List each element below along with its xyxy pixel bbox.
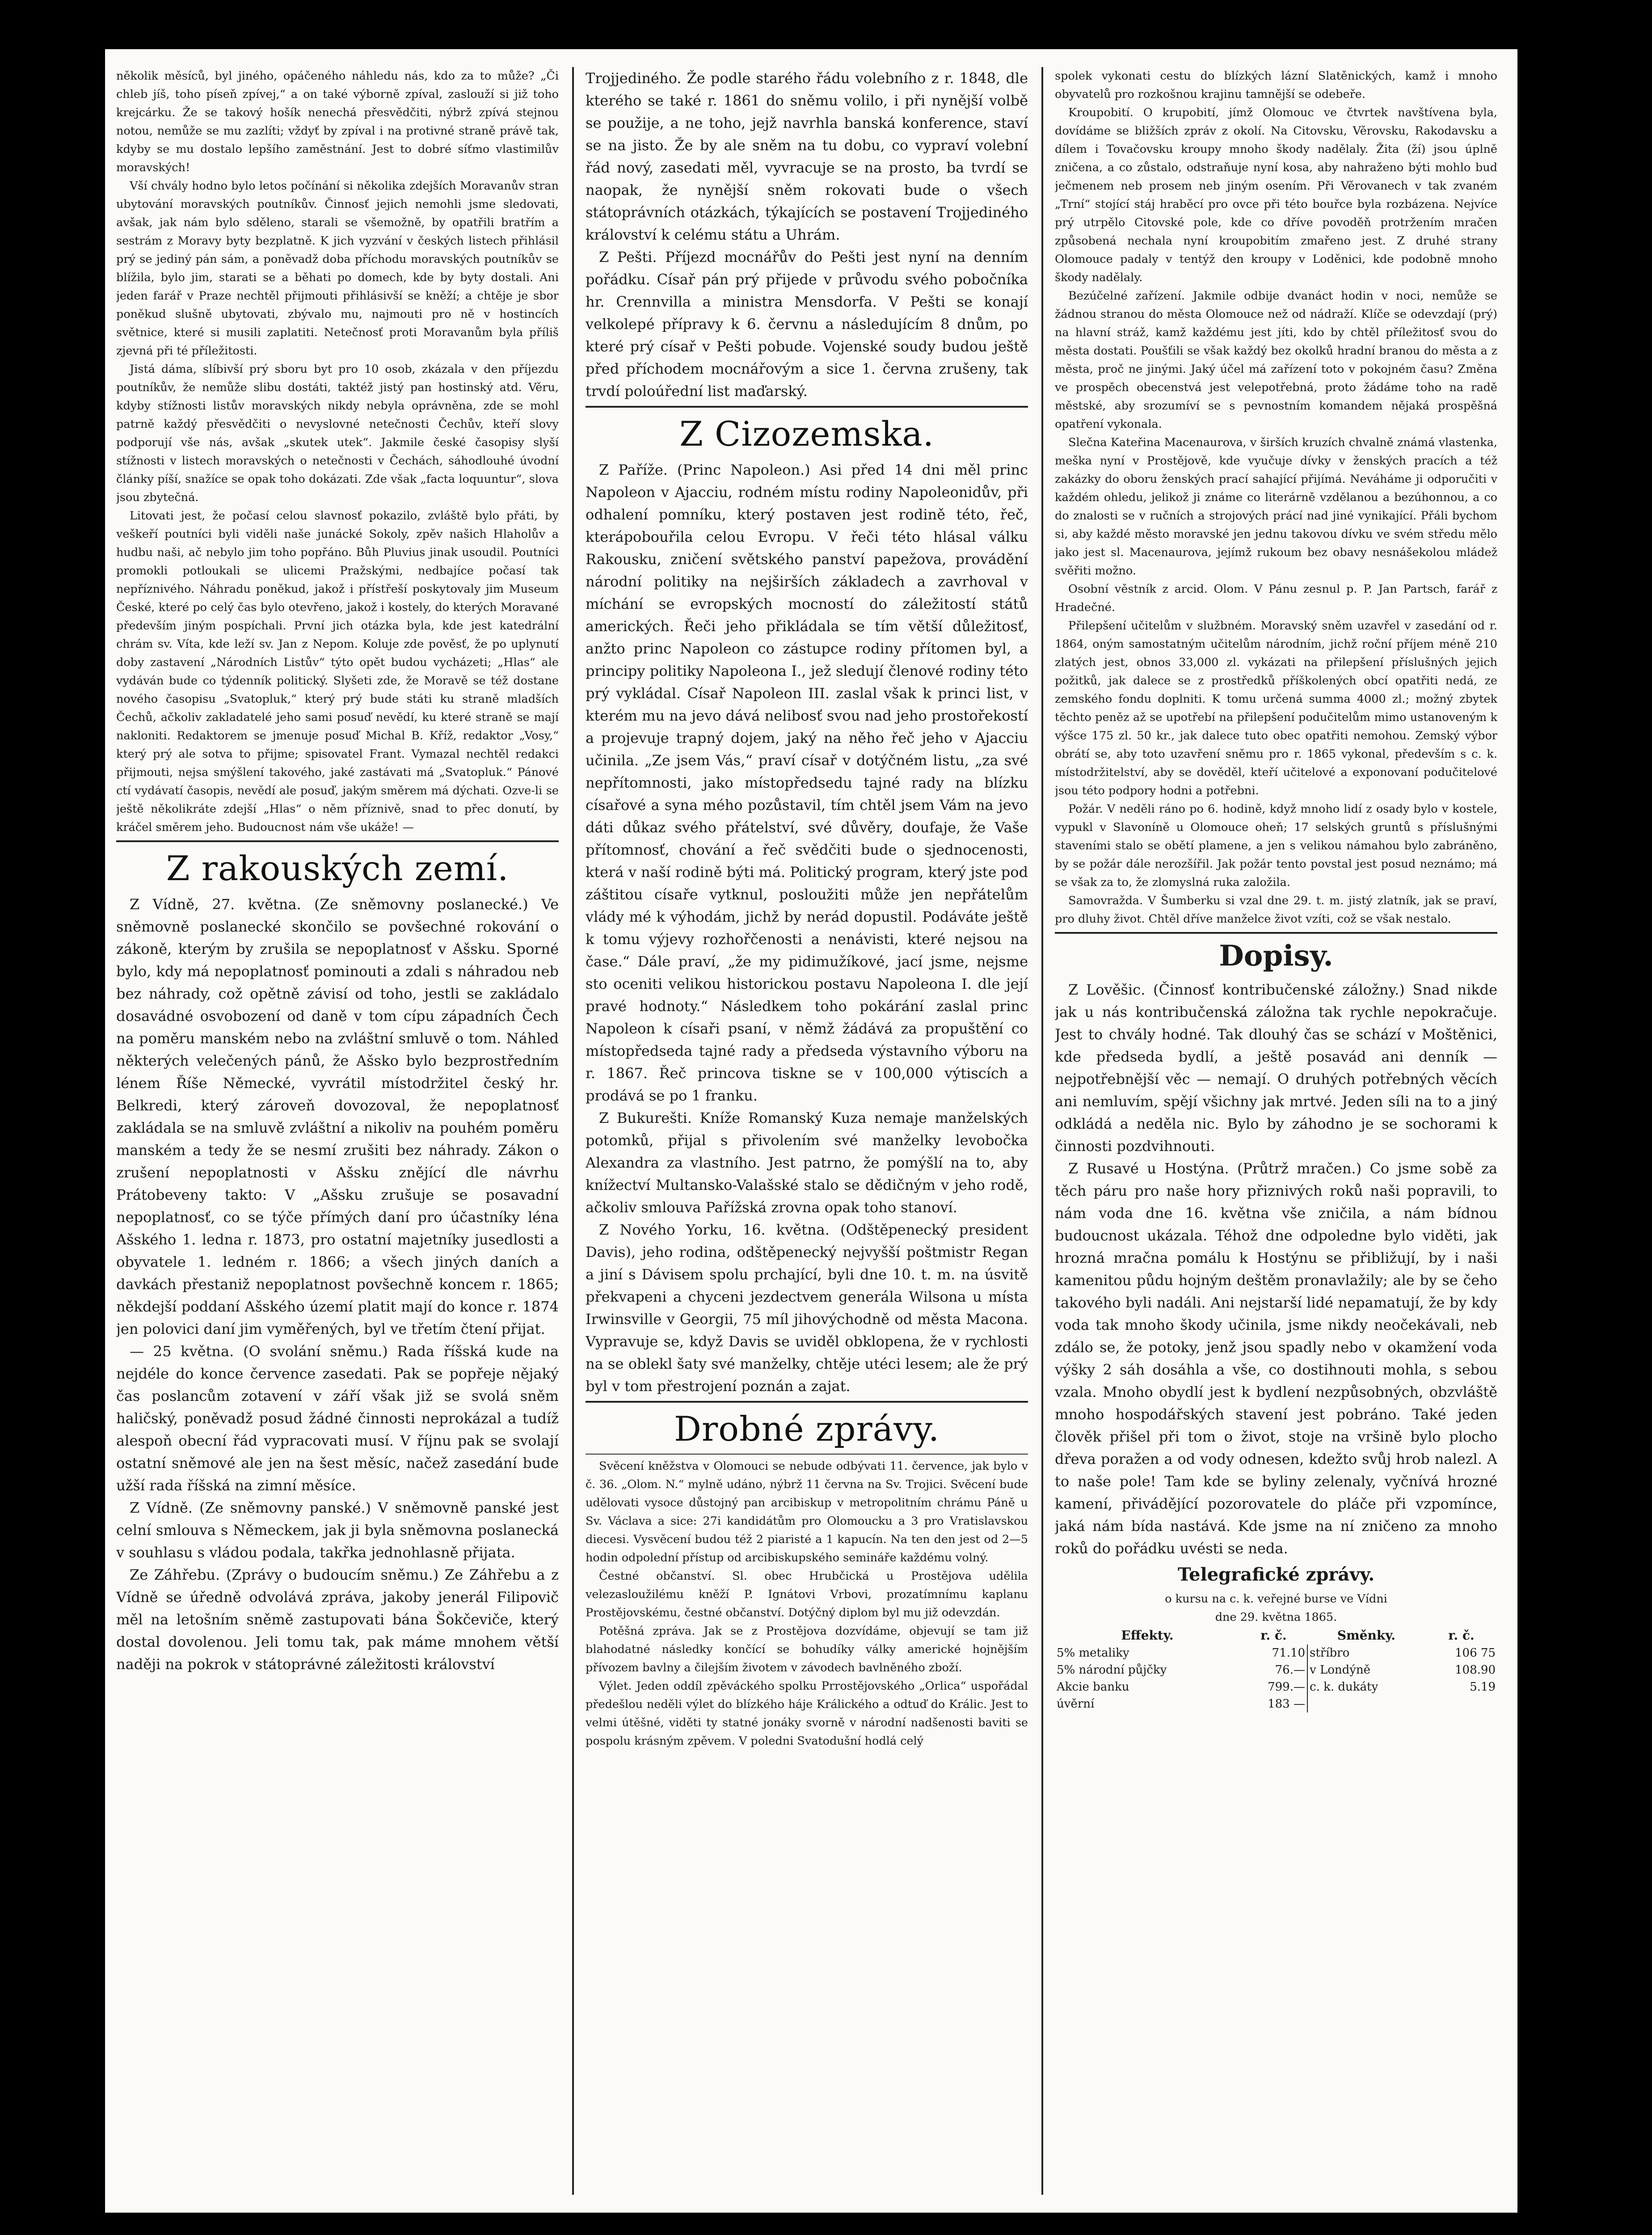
news-item: Požár. V neděli ráno po 6. hodině, když mnoho lidí z osady bylo v kostele, vypukl v Slavoníně u Olomouce oheň; 17 selských gruntů s příslušnými staveními stalo se obětí plamene, a jen s velikou námahou bylo zabráněno, by se požár dále nerozšířil. Jak požár tento povstal jest posud neznámo; má se však za to, že zlomyslná ruka založila. bbox=[1055, 802, 1497, 889]
news-item: Výlet. Jeden oddíl zpěváckého spolku Prrostějovského „Orlica“ uspořádal předešlou neděli výlet do blízkého háje Králického a odtuď do Králic. Jest to velmi útěšné, viděti ty statné jonáky svorně v národní nadšenosti baviti se pospolu krásným zpěvem. V poledni Svatodušní hodlá celý bbox=[586, 1679, 1028, 1748]
section-heading: Dopisy. bbox=[1219, 939, 1333, 973]
table-cell: 799.— bbox=[1240, 1678, 1307, 1695]
telegraph-heading: Telegrafické zprávy. bbox=[1177, 1564, 1375, 1585]
section-heading: Z rakouských zemí. bbox=[166, 848, 509, 888]
table-row bbox=[1055, 1678, 1497, 1695]
article-paragraph: Ze Záhřebu. (Zprávy o budoucím sněmu.) Ze Záhřebu a z Vídně se úředně odvolává zpráva, jakoby jenerál Filipovič měl na letošním sněmě zastupovati bána Šokčeviče, který dostal dovolenou. Jeli tomu tak, pak máme mnohem větší naději na pokrok v státoprávné záležitosti království bbox=[116, 1566, 559, 1673]
table-row bbox=[1055, 1627, 1497, 1645]
column-2 bbox=[586, 67, 1028, 2195]
telegraph-subtitle: o kursu na c. k. veřejné burse ve Vídni bbox=[1165, 1592, 1387, 1606]
news-item: Kroupobití. O krupobití, jímž Olomouc ve čtvrtek navštívena byla, dovídáme se bližších zpráv z okolí. Na Citovsku, Věrovsku, Rakodavsku a dílem i Tovačovsku kroupy mnoho škody nadělaly. Žita (ží) jsou úplně zničena, a co zůstalo, odstraňuje nyní kosa, aby nahraženo býti mohlo buď ječmenem neb prosem neb jiným osením. Při Věrovanech v tak zvaném „Trní“ stojící stáj hraběcí pro ovce při této bouřce byla rozbázena. Nejvíce prý utrpělo Citovské pole, kde co dříve povoděň protržením mračen způsobená nechala nyní kroupobitím zmařeno jest. Z druhé strany Olomouce padaly v tentýž den kroupy v Loděnici, kde podobně mnoho škody nadělaly. bbox=[1055, 106, 1497, 284]
section-heading: Z Cizozemska. bbox=[679, 414, 934, 454]
column-1 bbox=[116, 67, 559, 2195]
news-item: Čestné občanství. Sl. obec Hrubčická u Prostějova udělila velezasloužilému kněží P. Ignátovi Vrbovi, prozatímnímu kaplanu Prostějovskému, čestné občanství. Dotýčný diplom byl mu již odevzdán. bbox=[586, 1569, 1028, 1619]
article-paragraph: Z Paříže. (Princ Napoleon.) Asi před 14 dni měl princ Napoleon v Ajacciu, rodném místu rodiny Napoleonidův, při odhalení pomníku, který postaven jest rodině této, řeč, kterápobouřila celou Evropu. V řeči této hlásal válku Rakousku, zničení světského panství papežova, provádění národní politiky na nejširších základech a zavrhoval v míchání se evropských mocností do záležitostí států amerických. Řeči jeho přikládala se tím větší důležitosť, anžto princ Napoleon co zástupce rodiny přítomen byl, a principy politiky Napoleona I., jež sledují členové rodiny této prý vykládal. Císař Napoleon III. zaslal však k princi list, v kterém mu na jevo dává nelibosť svou nad jeho prostořekostí a projevuje trapný dojem, jaký na něho řeč jeho v Ajacciu učinila. „Ze jsem Vás,“ praví císař v dotýčném listu, „za své nepřítomnosti, jako místopředsedu tajné rady na blízku císařové a syna mého pozůstavil, tím chtěl jsem Vám na jevo dáti důkaz svého přátelství, své důvěry, doufaje, že Vaše přítomnosť, chování a řeč svědčiti bude o sjednocenosti, která v naší rodině býti má. Politický program, který jste pod záštitou císaře vytknul, posloužiti může jen nepřátelům vlády mé k výhodám, jichž by nerád dopustil. Podáváte ještě k tomu výjevy rozhořčenosti a nenávisti, které nejsou na čase.“ Dále praví, „že my pidimužíkové, jací jsme, nejsme sto oceniti velikou historickou postavu Napoleona I. dle její pravé hodnoty.“ Následkem toho pokárání zaslal princ Napoleon k císaři psaní, v němž žádává za propuštění co místopředseda tajné rady a předseda výstavního výboru na r. 1867. Řeč princova tiskne se v 100,000 výtiscích a prodává se po 1 franku. bbox=[586, 461, 1028, 1104]
article-paragraph: Z Vídně, 27. května. (Ze sněmovny poslanecké.) Ve sněmovně poslanecké skončilo se povšechné rokování o zákoně, kterým by zrušila se nepoplatnosť v Ašsku. Sporné bylo, kdy má nepoplatnosť pominouti a zdali s náhradou neb bez náhrady, což opětně závisí od toho, jestli se zakládalo dosavádné osvobození od daně v tom cípu západních Čech na poměru manském nebo na zvláštní smluvě o tom. Náhled některých velečených pánů, že Ašsko bylo bezprostředním lénem Říše Německé, vyvrátil místodržitel český hr. Belkredi, který zároveň dovozoval, že nepoplatnosť zakládala se na smluvě zvláštní a nikoliv na pouhém poměru manském a tedy že se nesmí zrušiti bez náhrady. Zákon o zrušení nepoplatnosti v Ašsku znějící dle návrhu Prátobeveny takto: V „Ašsku zrušuje se posavadní nepoplatnosť, co se týče přímých daní pro účastníky léna Ašského 1. ledna r. 1873, pro ostatní majetníky jusedlosti a obyvatele 1. ledném r. 1866; a všech jiných daních a davkách přestaniž nepoplatnost povšechně koncem r. 1865; někdejší poddaní Ašského území platit mají do konce r. 1874 jen polovici daní jim vyměřených, byl ve třetím čtení přijat. bbox=[116, 896, 559, 1337]
article-paragraph: Vší chvály hodno bylo letos počínání si několika zdejších Moravanův stran ubytování moravských poutníkův. Činnosť jejich nemohli jsme sledovati, avšak, jak nám bylo sděleno, starali se všemožně, by opatřili bratřím a sestrám z Moravy byty bezplatně. K jich vyzvání v českých listech přihlásil prý se jediný pán sám, a poněvadž doba příchodu moravských poutníkův se blížila, bylo jim, starati se a běhati po domech, kde by byty dostali. Ani jeden farář v Praze nechtěl přijmouti přihlásivší se kněží; a chtěje je sbor poněkud slušně ubytovati, zbývalo mu, najmouti pro ně v hostincích světnice, které si musili zaplatiti. Netečnosť proti Moravanům byla příliš zjevná při té příležitosti. bbox=[116, 179, 559, 358]
table-row bbox=[1055, 1661, 1497, 1678]
section-rule bbox=[586, 1454, 1028, 1455]
table-cell bbox=[1307, 1695, 1425, 1712]
news-item: spolek vykonati cestu do blízkých lázní Slatěnických, kamž i mnoho obyvatelů pro rozkošnou krajinu tamnější se odebeře. bbox=[1055, 69, 1497, 101]
article-paragraph: Trojjediného. Že podle starého řádu volebního z r. 1848, dle kterého se také r. 1861 do sněmu volilo, i při nynější volbě se použije, a ne toho, jejž navrhla banská konference, staví se na jisto. Že by ale sněm na tu dobu, co vypraví volební řád nový, zasedati měl, vyvracuje se na prosto, ba tvrdí se naopak, že nynější sněm rokovati bude o všech státoprávních otázkách, týkajících se postavení Trojjediného království k celému státu a Uhrám. bbox=[586, 70, 1028, 243]
article-paragraph: Z Vídně. (Ze sněmovny panské.) V sněmovně panské jest celní smlouva s Německem, jak ji byla sněmovna poslanecká v souhlasu s vládou podala, takřka jednohlasně přijata. bbox=[116, 1499, 559, 1561]
article-paragraph: Jistá dáma, slíbivší prý sboru byt pro 10 osob, zkázala v den příjezdu poutníkův, že nemůže slibu dostáti, taktéž jistý pan hostinský atd. Věru, kdyby stížnosti listův moravských nikdy nebyla oprávněna, zde se mohl patrně každý přesvědčiti o nevyslovné netečnosti Čechův, kteří slovy podporují vše nás, avšak „skutek utek“. Jakmile české časopisy slyší stížnosti v listech moravských o netečnosti v Čechách, sáhodlouhé úvodní články píší, snažíce se opak toho dokázati. Zde však „facta loquuntur“, slova jsou zbytečná. bbox=[116, 363, 559, 504]
table-cell: Akcie banku bbox=[1057, 1680, 1129, 1694]
article-paragraph: několik měsíců, byl jiného, opáčeného náhledu nás, kdo za to může? „Či chleb jíš, toho píseň zpívej,“ a on také výborně zpíval, zaslouží si již toho krejcárku. Že se takový hošík nenechá přesvědčiti, nýbrž zpívá stejnou notou, nemůže se mu zazlíti; vždyť by zpíval i na protivné straně právě tak, kdyby se mu dostalo lepšího zaměstnání. Jest to dobré síťmo vlastimilův moravských! bbox=[116, 69, 559, 174]
table-cell: c. k. dukáty bbox=[1309, 1680, 1378, 1694]
column-3 bbox=[1055, 67, 1497, 2195]
news-item: Přilepšení učitelům v službném. Moravský sněm uzavřel v zasedání od r. 1864, oným samostatným učitelům národním, jichž roční příjem méně 210 zlatých jest, obnos 33,000 zl. vykázati na přilepšení příslušných jejich požitků, jak dalece se z prostředků příškolených obcí opatřiti nedá, ze zemského fondu doplniti. K tomu určená summa 4000 zl.; možný zbytek těchto peněz až se upotřebí na přilepšení podučitelům mimo ustanoveným k výšce 175 zl. 50 kr., jak dalece tuto obec opatřiti nemohou. Zemský výbor obrátí se, aby toto uzavření sněmu pro r. 1865 vykonal, především s c. k. místodržitelství, aby se dověděl, kteří učitelové a exponovaní podučitelové jsou této podpory hodni a potřebni. bbox=[1055, 619, 1497, 797]
column-rule-2 bbox=[1041, 67, 1043, 2195]
table-cell: 5% metaliky bbox=[1057, 1646, 1129, 1660]
table-cell: 108.90 bbox=[1455, 1663, 1496, 1677]
table-header: Směnky. bbox=[1337, 1628, 1396, 1643]
section-heading: Drobné zprávy. bbox=[674, 1409, 940, 1449]
table-row bbox=[1055, 1645, 1497, 1661]
table-cell: 5% národní půjčky bbox=[1057, 1663, 1167, 1677]
section-rule bbox=[586, 1401, 1028, 1403]
section-rule bbox=[1055, 932, 1497, 934]
news-item: Slečna Kateřina Macenaurova, v širších kruzích chvalně známá vlastenka, meška nyní v Prostějově, kde vyučuje dívky v ženských pracích a též zakázky do oboru ženských prací sahající přijímá. Neváháme ji odporučiti v každém ohledu, jelikož ji známe co literárně vzdělanou a bezúhonnou, a co do znalosti se v ručních a strojových prácí nad jiné vynikající. Přáli bychom si, aby každé město moravské jen jednu takovou dívku ve svém středu mělo jako jest sl. Macenaurova, jejímž rukoum bez obavy nesnášekolou mládež svěřiti možno. bbox=[1055, 436, 1497, 578]
news-item: Potěšná zpráva. Jak se z Prostějova dozvídáme, objevují se tam již blahodatné následky končící se bohudíky války americké hojnějším přívozem bavlny a čilejším životem v závodech bavlněného zboží. bbox=[586, 1624, 1028, 1674]
table-row bbox=[1055, 1695, 1497, 1712]
letter-paragraph: Z Rusavé u Hostýna. (Průtrž mračen.) Co jsme sobě za těch páru pro naše hory přiznivých roků naši popravili, to nám voda dne 16. května vše zničila, a nám bídnou budoucnost ukázala. Téhož dne odpoledne bylo viděti, jak hrozná mračna pomálu k Hostýnu se přibližují, by i naši kamenitou půdu hojným deštěm pronavlažily; ale by se čeho takového byli nadáli. Ani nejstarší lidé nepamatují, že by kdy voda tak mnoho škody učinila, jsme nikdy neočekávali, neb zdálo se, že potoky, jenž jsou spadly nebo v okamžení voda výšky 2 sáh dosáhla a vše, co dostihnouti mohla, s sebou vzala. Mnoho obydlí jest k bydlení nezpůsobných, obzvláště mnoho hospodářských stavení jest pobráno. Také jeden člověk přišel při tom o život, stoje na vršině bylo plocho dřeva poražen a od vody odnesen, kdežto svůj hrob nalezl. A to naše pole! Tam kde se byliny zelenaly, vyčnívá hrozné kamení, přivádějící pozorovatele do pláče při vzpomínce, jaká nám bída nastává. Kde jsme na ní zničeno za mnoho roků do pořádku uvésti se neda. bbox=[1055, 1160, 1497, 1557]
table-cell: úvěrní bbox=[1057, 1697, 1095, 1711]
table-cell bbox=[1425, 1695, 1497, 1712]
exchange-table bbox=[1055, 1627, 1497, 1712]
article-paragraph: — 25 května. (O svolání sněmu.) Rada říšská kude na nejdéle do konce července zasedati. Pak se popřeje nějaký čas poslancům zotavení v září však již se svolá sněm haličský, poněvadž posud žádné činnosti neprokázal a tudíž alespoň obecní řád vypracovati musí. V říjnu pak se svolají ostatní sněmové ale jen na šest měsíc, načež zasedání bude užší rada říšská na zimní měsíce. bbox=[116, 1343, 559, 1494]
table-cell: 106 75 bbox=[1455, 1646, 1496, 1660]
table-cell: 183 — bbox=[1240, 1695, 1307, 1712]
letter-paragraph: Z Lověšic. (Činnosť kontribučenské záložny.) Snad nikde jak u nás kontribučenská záložna tak rychle nepokračuje. Jest to chvály hodné. Tak dlouhý čas se schází v Moštěnici, kde předseda bydlí, a ještě posavád ani denník — nejpotřebnější věc — nemají. O druhých potřebných věcích ani nemluvím, spějí všichny jak mrtvé. Jeden síli na to a jiný odkládá a neděla nic. Bylo by záhodno je se sochorami k činnosti pozdvihnouti. bbox=[1055, 981, 1497, 1155]
news-item: Samovražda. V Šumberku si vzal dne 29. t. m. jistý zlatník, jak se praví, pro dluhy život. Chtěl dříve manželce život vzíti, což se však nestalo. bbox=[1055, 894, 1497, 926]
article-paragraph: Z Bukurešti. Kníže Romanský Kuza nemaje manželských potomků, přijal s přivolením své manželky levobočka Alexandra za vlastního. Jest patrno, že pomýšlí na to, aby knížectví Multansko-Valašské stalo se dědičným v jeho rodě, ačkoliv smlouva Pařížská zrovna opak toho stanoví. bbox=[586, 1109, 1028, 1216]
newspaper-page bbox=[105, 49, 1517, 2213]
article-paragraph: Litovati jest, že počasí celou slavnosť pokazilo, zvláště bylo přáti, by veškeří poutníci byli viděli naše junácké Sokoly, zpěv našich Hlaholův a hudbu naši, ač nebylo jim toho popřáno. Bůh Pluvius jinak usoudil. Poutníci promokli potloukali se ulicemi Pražskými, nedbajíce počasí tak nepříznivého. Náhradu poněkud, jakož i přístřeší poskytovaly jim Museum České, které po celý čas bylo otevřeno, jakož i kostely, do kterých Moravané především jiným pospíchali. První jich otázka byla, kde jest katedrální chrám sv. Víta, kde leží sv. Jan z Nepom. Koluje zde pověsť, že po uplynutí doby zastavení „Národních Listův“ týto opět budou vycházeti; „Hlas“ ale vydáván bude co týdenník politický. Slyšeti zde, že Moravě se též dostane nového časopisu „Svatopluk,“ který prý bude státi ku straně mladších Čechů, ačkoliv zakladatelé jeho sami posuď nevědí, ku které straně se mají nakloniti. Redaktorem se jmenuje posuď Michal B. Kříž, redaktor „Vosy,“ který prý ale sotva to přijme; spisovatel Frant. Vymazal nechtěl redakci přijmouti, nejsa smýšlení takového, jaké zastávati má „Svatopluk.“ Pánové ctí vydávatí časopis, nevědí ale posuď, jakým směrem má dýchati. Ozve-li se ještě několikráte zdejší „Hlas“ o něm příznivě, snad to přec donutí, by kráčel směrem jeho. Budoucnost nám vše ukáže! — bbox=[116, 509, 559, 834]
news-item: Bezúčelné zařízení. Jakmile odbije dvanáct hodin v noci, nemůže se žádnou stranou do města Olomouce než od nádraží. Klíče se odevzdají (prý) na hlavní stráž, kamž každému jest jíti, kdo by chtěl příležitosť svou do města dostati. Poušťili se však každý bez okolků hradní branou do města a z města, proč ne jinými. Jaký účel má zařízení toto v pokojném času? Změna ve prospěch obecenstvá jest velepotřebná, proto žádáme toho na radě městské, aby srozumíví se s pevnostním komandem nějaká prospěšná opatření vykonala. bbox=[1055, 289, 1497, 431]
article-paragraph: Z Pešti. Příjezd mocnářův do Pešti jest nyní na denním pořádku. Císař pán prý přijede v průvodu svého pobočníka hr. Crennvilla a ministra Mensdorfa. V Pešti se konají velkolepé přípravy k 6. červnu a následujícím 8 dnům, po které prý císař v Pešti pobude. Vojenské soudy budou ještě před příchodem mocnářovým a sice 1. června zrušeny, tak trvdí poloúřední list maďarský. bbox=[586, 249, 1028, 400]
table-cell: v Londýně bbox=[1309, 1663, 1371, 1677]
table-cell: 76.— bbox=[1240, 1661, 1307, 1678]
table-cell: 71.10 bbox=[1240, 1645, 1307, 1661]
section-rule bbox=[116, 840, 559, 842]
table-cell: stříbro bbox=[1309, 1646, 1350, 1660]
table-header: r. č. bbox=[1448, 1628, 1475, 1643]
news-item: Osobní věstník z arcid. Olom. V Pánu zesnul p. P. Jan Partsch, farář z Hradečné. bbox=[1055, 582, 1497, 614]
telegraph-date: dne 29. května 1865. bbox=[1215, 1611, 1337, 1624]
table-header: r. č. bbox=[1260, 1628, 1287, 1643]
news-item: Svěcení kněžstva v Olomouci se nebude odbývati 11. července, jak bylo v č. 36. „Olom. N.“ mylně udáno, nýbrž 11 června na Sv. Trojici. Svěcení bude udělovati vysoce důstojný pan arcibiskup v metropolitním chrámu Páně u Sv. Václava a sice: 27i kandidátům pro Olomoucku a 3 pro Vratislavskou diecesi. Vysvěcení budou též 2 piaristé a 1 kapucín. Na ten den jest od 2—5 hodin odpolední přístup od arcibiskupského semináře každému volný. bbox=[586, 1459, 1028, 1564]
section-rule bbox=[586, 406, 1028, 408]
table-cell: 5.19 bbox=[1470, 1680, 1496, 1694]
column-rule-1 bbox=[572, 67, 574, 2195]
article-paragraph: Z Nového Yorku, 16. května. (Odštěpenecký president Davis), jeho rodina, odštěpenecký nejvyšší poštmistr Regan a jiní s Dávisem spolu prchající, byli dne 10. t. m. na úsvitě překvapeni a chyceni jezdectvem generála Wilsona u místa Irwinsville v Georgii, 75 míl jihovýchodně od města Macona. Vypravuje se, když Davis se uviděl obklopena, že v rychlosti na se oblekl šaty své manželky, chtěje utéci lesem; ale že prý byl v tom přestrojení poznán a zajat. bbox=[586, 1221, 1028, 1395]
table-header: Effekty. bbox=[1121, 1628, 1174, 1643]
